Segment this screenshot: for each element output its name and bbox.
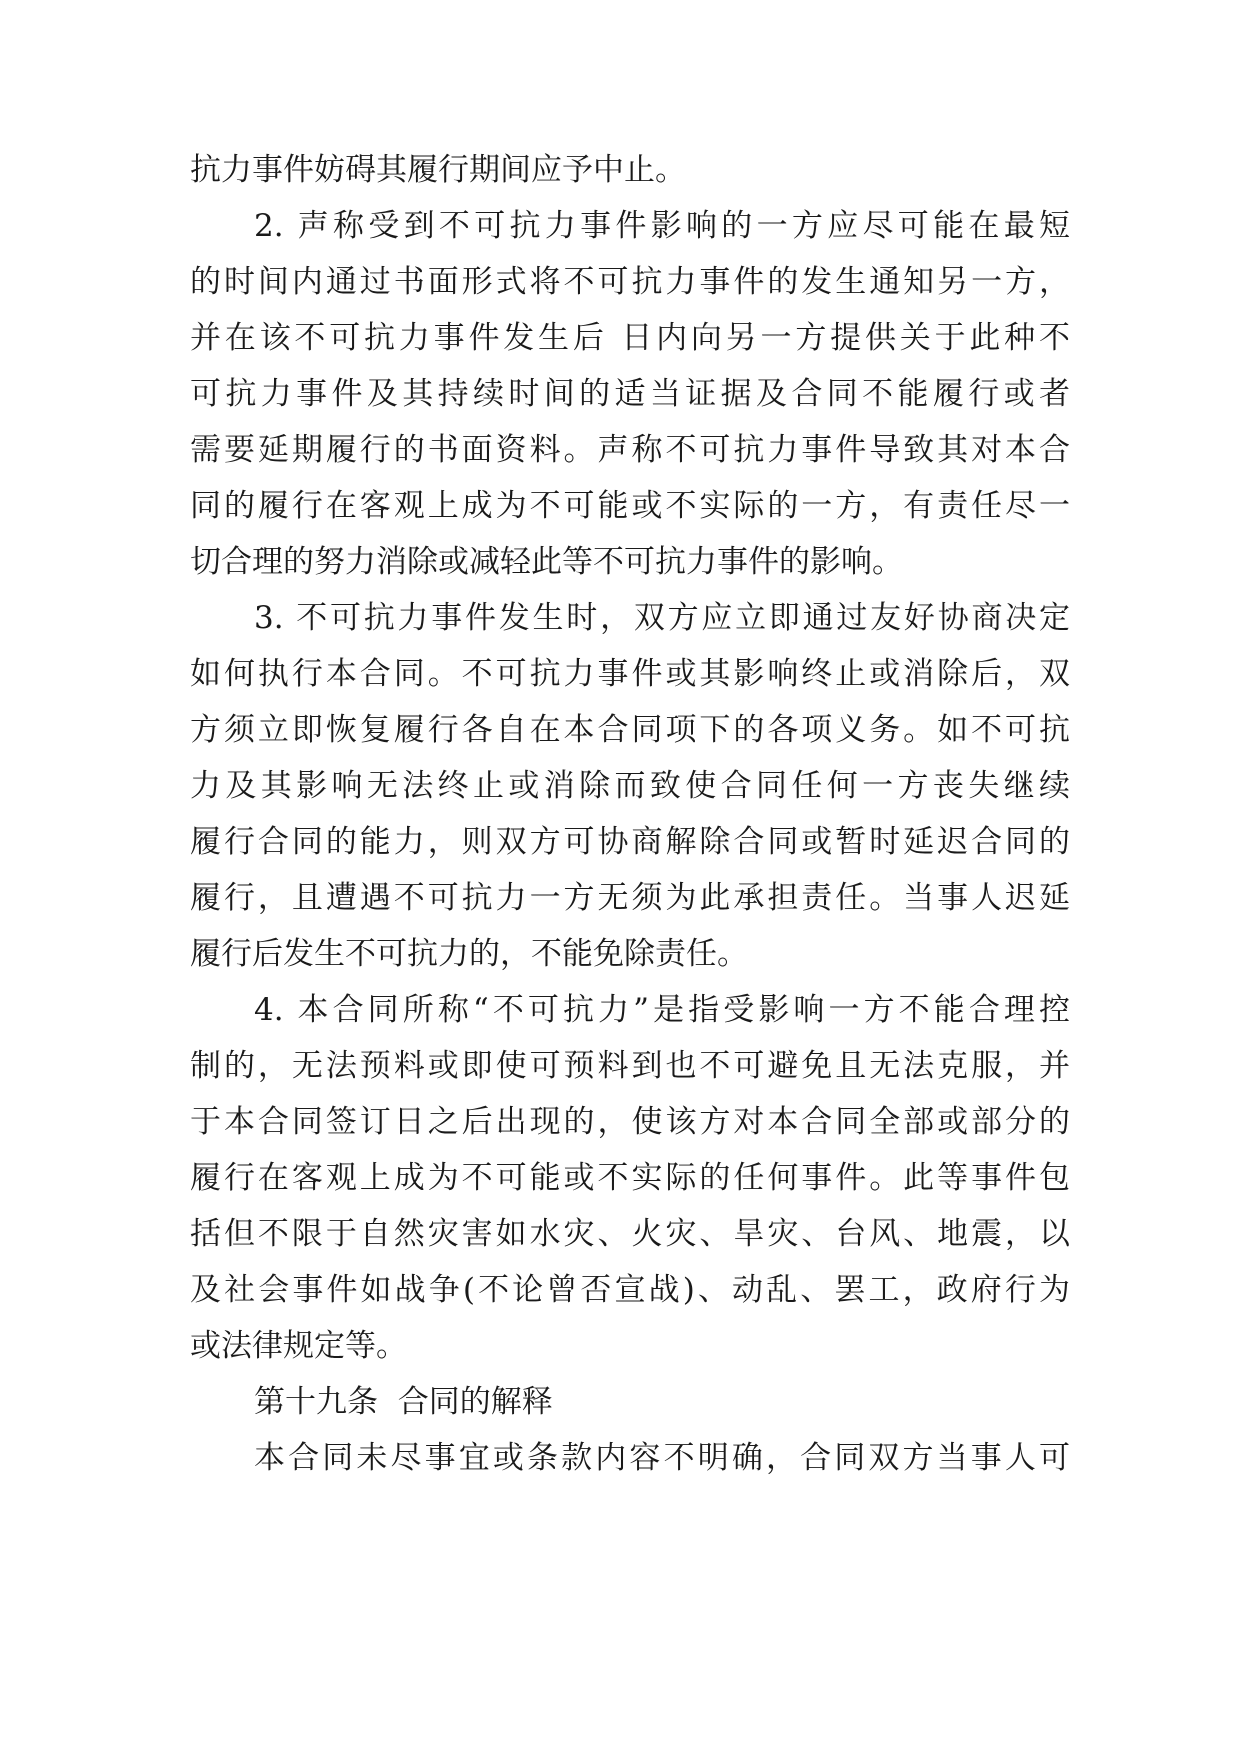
text-line: 力及其影响无法终止或消除而致使合同任何一方丧失继续 (190, 768, 1070, 804)
text-line: 制的，无法预料或即使可预料到也不可避免且无法克服，并 (190, 1048, 1070, 1084)
text-line: 可抗力事件及其持续时间的适当证据及合同不能履行或者 (190, 376, 1070, 412)
text-line: 需要延期履行的书面资料。声称不可抗力事件导致其对本合 (190, 432, 1070, 468)
text-line: 方须立即恢复履行各自在本合同项下的各项义务。如不可抗 (190, 712, 1070, 748)
text-line: 如何执行本合同。不可抗力事件或其影响终止或消除后，双 (190, 656, 1070, 692)
text-line: 履行，且遭遇不可抗力一方无须为此承担责任。当事人迟延 (190, 880, 1070, 916)
text-line: 及社会事件如战争(不论曾否宣战)、动乱、罢工，政府行为 (190, 1272, 1070, 1308)
text-line: 履行在客观上成为不可能或不实际的任何事件。此等事件包 (190, 1160, 1070, 1196)
text-line: 切合理的努力消除或减轻此等不可抗力事件的影响。 (190, 544, 903, 580)
text-line: 的时间内通过书面形式将不可抗力事件的发生通知另一方， (190, 264, 1070, 300)
text-line: 于本合同签订日之后出现的，使该方对本合同全部或部分的 (190, 1104, 1070, 1140)
text-line: 抗力事件妨碍其履行期间应予中止。 (190, 152, 686, 188)
paragraph-item-2-start: 2. 声称受到不可抗力事件影响的一方应尽可能在最短 (254, 208, 1070, 244)
text-line: 并在该不可抗力事件发生后 日内向另一方提供关于此种不 (190, 320, 1070, 356)
text-line: 履行后发生不可抗力的，不能免除责任。 (190, 936, 748, 972)
text-line: 同的履行在客观上成为不可能或不实际的一方，有责任尽一 (190, 488, 1070, 524)
text-line: 括但不限于自然灾害如水灾、火灾、旱灾、台风、地震，以 (190, 1216, 1070, 1252)
paragraph-item-3-start: 3. 不可抗力事件发生时，双方应立即通过友好协商决定 (254, 600, 1070, 636)
text-line: 本合同未尽事宜或条款内容不明确，合同双方当事人可 (254, 1440, 1070, 1476)
text-line: 或法律规定等。 (190, 1328, 407, 1364)
article-heading: 第十九条 合同的解释 (254, 1384, 553, 1420)
paragraph-item-4-start: 4. 本合同所称“不可抗力”是指受影响一方不能合理控 (254, 992, 1070, 1028)
text-line: 履行合同的能力，则双方可协商解除合同或暂时延迟合同的 (190, 824, 1070, 860)
